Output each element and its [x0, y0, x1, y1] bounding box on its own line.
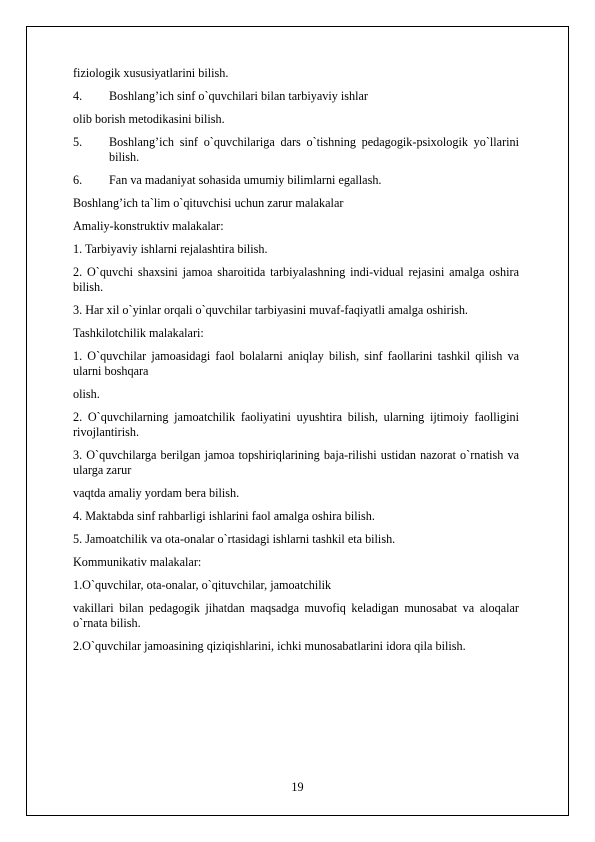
item-number: 5.: [73, 135, 83, 149]
item-number: 6.: [73, 173, 83, 187]
numbered-item-6: [73, 173, 519, 188]
list-item-continuation: vakillari bilan pedagogik jihatdan maqsadga muvofiq keladigan munosabat va aloqalar o`rnata bilish.: [73, 601, 519, 630]
list-item: 1. Tarbiyaviy ishlarni rejalashtira bilish.: [73, 242, 268, 256]
item-number: 4.: [73, 89, 83, 103]
list-item: 2. O`quvchi shaxsini jamoa sharoitida tarbiyalashning indi-vidual rejasini amalga oshira bilish.: [73, 265, 519, 294]
subsection-heading: Tashkilotchilik malakalari:: [73, 326, 204, 340]
list-item: 2.O`quvchilar jamoasining qiziqishlarini, ichki munosabatlarini idora qila bilish.: [73, 639, 466, 653]
subsection-heading: Kommunikativ malakalar:: [73, 555, 202, 569]
list-item: 3. O`quvchilarga berilgan jamoa topshiriqlarining baja-rilishi ustidan nazorat o`rnatish va ularga zarur: [73, 448, 519, 477]
list-item: 5. Jamoatchilik va ota-onalar o`rtasidagi ishlarni tashkil eta bilish.: [73, 532, 396, 546]
list-item: 3. Har xil o`yinlar orqali o`quvchilar tarbiyasini muvaf-faqiyatli amalga oshirish.: [73, 303, 468, 317]
list-item: 1. O`quvchilar jamoasidagi faol bolalarni aniqlay bilish, sinf faollarini tashkil qilish va ularni boshqara: [73, 349, 519, 378]
item-text: Boshlang’ich sinf o`quvchilari bilan tarbiyaviy ishlar: [109, 89, 368, 103]
page-number: 19: [291, 780, 304, 794]
list-item: 4. Maktabda sinf rahbarligi ishlarini faol amalga oshira bilish.: [73, 509, 375, 523]
list-item-continuation: vaqtda amaliy yordam bera bilish.: [73, 486, 240, 500]
paragraph: olib borish metodikasini bilish.: [73, 112, 225, 126]
list-item: 1.O`quvchilar, ota-onalar, o`qituvchilar, jamoatchilik: [73, 578, 332, 592]
list-item-continuation: olish.: [73, 387, 100, 401]
list-item: 2. O`quvchilarning jamoatchilik faoliyatini uyushtira bilish, ularning ijtimoiy faolligini rivojlantirish.: [73, 410, 519, 439]
numbered-item-5: [73, 135, 519, 165]
paragraph: fiziologik xususiyatlarini bilish.: [73, 66, 229, 80]
subsection-heading: Amaliy-konstruktiv malakalar:: [73, 219, 224, 233]
document-body: [73, 66, 519, 662]
item-text: Fan va madaniyat sohasida umumiy bilimlarni egallash.: [109, 173, 382, 187]
item-text: Boshlang’ich sinf o`quvchilariga dars o`tishning pedagogik-psixologik yo`llarini bilish.: [109, 135, 519, 164]
section-heading: Boshlang’ich ta`lim o`qituvchisi uchun zarur malakalar: [73, 196, 344, 210]
numbered-item-4: [73, 89, 519, 104]
